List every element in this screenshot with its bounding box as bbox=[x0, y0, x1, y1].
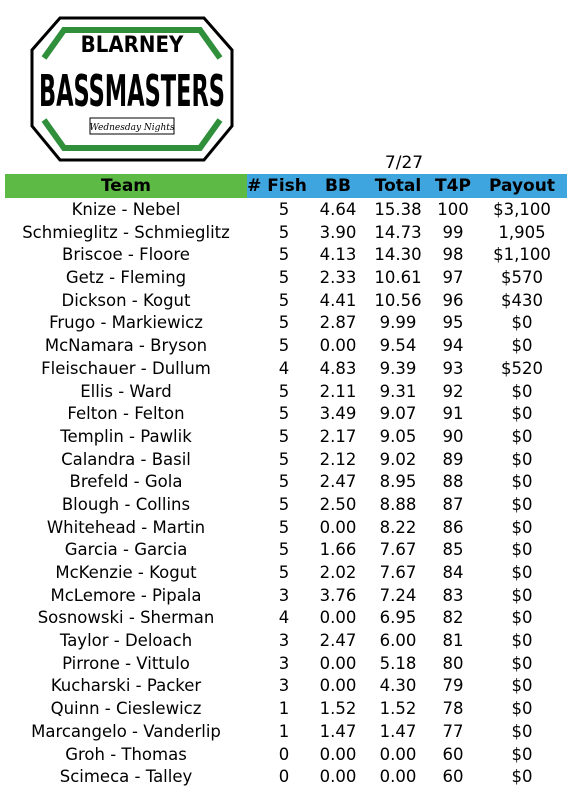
table-row bbox=[5, 267, 567, 290]
big-bass-cell: 0.00 bbox=[319, 767, 357, 787]
total-weight-cell: 10.56 bbox=[374, 290, 422, 310]
fish-count-cell: 0 bbox=[278, 744, 290, 764]
team-cell: Sosnowski - Sherman bbox=[37, 608, 215, 628]
total-weight-cell: 14.30 bbox=[374, 245, 422, 265]
fish-count-cell: 5 bbox=[278, 268, 290, 288]
team-cell: Felton - Felton bbox=[67, 404, 185, 424]
team-cell: Fleischauer - Dullum bbox=[41, 358, 211, 378]
total-weight-cell: 8.88 bbox=[379, 494, 417, 514]
t4p-points-cell: 90 bbox=[442, 426, 464, 446]
team-cell: Scimeca - Talley bbox=[59, 767, 193, 787]
payout-cell: $0 bbox=[511, 336, 533, 356]
total-weight-cell: 7.67 bbox=[379, 563, 417, 582]
team-cell: Taylor - Deloach bbox=[59, 631, 193, 651]
t4p-points-cell: 88 bbox=[442, 472, 464, 492]
table-row bbox=[5, 744, 567, 767]
team-cell: Knize - Nebel bbox=[71, 200, 181, 219]
fish-count-cell: 5 bbox=[278, 472, 290, 492]
logo-line2: BASSMASTERS bbox=[39, 66, 225, 117]
table-row bbox=[5, 449, 567, 472]
team-cell: Blough - Collins bbox=[61, 494, 191, 514]
payout-cell: $0 bbox=[511, 744, 533, 764]
t4p-points-cell: 91 bbox=[442, 404, 464, 424]
team-cell: Ellis - Ward bbox=[80, 381, 172, 401]
t4p-points-cell: 84 bbox=[442, 563, 464, 582]
fish-count-cell: 3 bbox=[278, 653, 290, 673]
total-weight-cell: 7.67 bbox=[379, 540, 417, 560]
team-cell: McLemore - Pipala bbox=[50, 585, 202, 605]
t4p-points-cell: 100 bbox=[437, 200, 469, 219]
payout-cell: $0 bbox=[511, 676, 533, 696]
header-bb: BB bbox=[325, 176, 351, 196]
team-cell: Briscoe - Floore bbox=[62, 245, 190, 265]
team-cell: Garcia - Garcia bbox=[64, 540, 188, 560]
big-bass-cell: 4.41 bbox=[319, 290, 357, 310]
team-cell: Whitehead - Martin bbox=[46, 517, 206, 537]
big-bass-cell: 2.87 bbox=[319, 313, 357, 333]
table-row bbox=[5, 471, 567, 494]
fish-count-cell: 1 bbox=[278, 721, 290, 741]
table-row bbox=[5, 653, 567, 676]
table-row bbox=[5, 426, 567, 449]
t4p-points-cell: 87 bbox=[442, 494, 464, 514]
payout-cell: $0 bbox=[511, 767, 533, 787]
total-weight-cell: 6.95 bbox=[379, 608, 417, 628]
big-bass-cell: 2.02 bbox=[319, 563, 357, 582]
fish-count-cell: 5 bbox=[278, 563, 290, 582]
t4p-points-cell: 80 bbox=[442, 653, 464, 673]
t4p-points-cell: 83 bbox=[442, 585, 464, 605]
payout-cell: $0 bbox=[511, 313, 533, 333]
total-weight-cell: 15.38 bbox=[374, 200, 422, 219]
team-cell: Getz - Fleming bbox=[65, 268, 187, 288]
big-bass-cell: 4.13 bbox=[319, 245, 357, 265]
t4p-points-cell: 92 bbox=[442, 381, 464, 401]
table-row bbox=[5, 766, 567, 789]
event-date: 7/27 bbox=[384, 153, 424, 173]
table-row bbox=[5, 312, 567, 335]
blarney-bassmasters-logo bbox=[30, 14, 234, 164]
t4p-points-cell: 82 bbox=[442, 608, 464, 628]
big-bass-cell: 4.83 bbox=[319, 358, 357, 378]
team-cell: Pirrone - Vittulo bbox=[62, 653, 190, 673]
table-row bbox=[5, 517, 567, 540]
t4p-points-cell: 98 bbox=[442, 245, 464, 265]
t4p-points-cell: 99 bbox=[442, 222, 464, 242]
table-row bbox=[5, 721, 567, 744]
t4p-points-cell: 95 bbox=[442, 313, 464, 333]
t4p-points-cell: 60 bbox=[442, 744, 464, 764]
team-cell: Frugo - Markiewicz bbox=[49, 313, 203, 333]
payout-cell: $0 bbox=[511, 631, 533, 651]
big-bass-cell: 0.00 bbox=[319, 336, 357, 356]
big-bass-cell: 1.47 bbox=[319, 721, 357, 741]
payout-cell: $570 bbox=[501, 268, 543, 288]
total-weight-cell: 9.02 bbox=[379, 449, 417, 469]
t4p-points-cell: 86 bbox=[442, 517, 464, 537]
team-cell: Templin - Pawlik bbox=[60, 426, 192, 446]
table-row bbox=[5, 222, 567, 245]
payout-cell: 1,905 bbox=[498, 222, 546, 242]
total-weight-cell: 8.95 bbox=[379, 472, 417, 492]
total-weight-cell: 4.30 bbox=[379, 676, 417, 696]
payout-cell: $0 bbox=[511, 699, 533, 719]
fish-count-cell: 5 bbox=[278, 426, 290, 446]
big-bass-cell: 3.76 bbox=[319, 585, 357, 605]
payout-cell: $0 bbox=[511, 517, 533, 537]
total-weight-cell: 1.47 bbox=[379, 721, 417, 741]
total-weight-cell: 14.73 bbox=[374, 222, 422, 242]
header-total: Total bbox=[374, 176, 422, 196]
table-row bbox=[5, 562, 567, 585]
big-bass-cell: 0.00 bbox=[319, 676, 357, 696]
fish-count-cell: 3 bbox=[278, 631, 290, 651]
fish-count-cell: 5 bbox=[278, 222, 290, 242]
big-bass-cell: 3.90 bbox=[319, 222, 357, 242]
big-bass-cell: 2.33 bbox=[319, 268, 357, 288]
big-bass-cell: 2.47 bbox=[319, 472, 357, 492]
total-weight-cell: 8.22 bbox=[379, 517, 417, 537]
total-weight-cell: 7.24 bbox=[379, 585, 417, 605]
total-weight-cell: 9.05 bbox=[379, 426, 417, 446]
fish-count-cell: 5 bbox=[278, 313, 290, 333]
fish-count-cell: 5 bbox=[278, 449, 290, 469]
big-bass-cell: 0.00 bbox=[319, 653, 357, 673]
team-cell: Quinn - Cieslewicz bbox=[50, 699, 202, 719]
big-bass-cell: 2.12 bbox=[319, 449, 357, 469]
table-row bbox=[5, 494, 567, 517]
payout-cell: $0 bbox=[511, 608, 533, 628]
fish-count-cell: 5 bbox=[278, 540, 290, 560]
table-row bbox=[5, 358, 567, 381]
total-weight-cell: 9.39 bbox=[379, 358, 417, 378]
total-weight-cell: 9.54 bbox=[379, 336, 417, 356]
header-fish: # Fish bbox=[247, 176, 307, 196]
team-cell: Kucharski - Packer bbox=[50, 676, 202, 696]
total-weight-cell: 1.52 bbox=[379, 699, 417, 719]
total-weight-cell: 0.00 bbox=[379, 767, 417, 787]
payout-cell: $0 bbox=[511, 404, 533, 424]
payout-cell: $0 bbox=[511, 472, 533, 492]
total-weight-cell: 6.00 bbox=[379, 631, 417, 651]
t4p-points-cell: 94 bbox=[442, 336, 464, 356]
fish-count-cell: 1 bbox=[278, 699, 290, 719]
team-cell: McKenzie - Kogut bbox=[55, 563, 197, 582]
fish-count-cell: 5 bbox=[278, 245, 290, 265]
team-cell: Brefeld - Gola bbox=[69, 472, 183, 492]
payout-cell: $0 bbox=[511, 426, 533, 446]
t4p-points-cell: 85 bbox=[442, 540, 464, 560]
table-row bbox=[5, 675, 567, 698]
fish-count-cell: 3 bbox=[278, 585, 290, 605]
t4p-points-cell: 60 bbox=[442, 767, 464, 787]
payout-cell: $0 bbox=[511, 585, 533, 605]
big-bass-cell: 1.66 bbox=[319, 540, 357, 560]
t4p-points-cell: 81 bbox=[442, 631, 464, 651]
logo-tagline: Wednesday Nights bbox=[89, 123, 175, 133]
header-team: Team bbox=[5, 174, 247, 198]
total-weight-cell: 5.18 bbox=[379, 653, 417, 673]
fish-count-cell: 5 bbox=[278, 381, 290, 401]
header-payout: Payout bbox=[489, 176, 555, 196]
payout-cell: $0 bbox=[511, 381, 533, 401]
payout-cell: $1,100 bbox=[493, 245, 551, 265]
table-row bbox=[5, 585, 567, 608]
table-row bbox=[5, 698, 567, 721]
big-bass-cell: 2.47 bbox=[319, 631, 357, 651]
table-row bbox=[5, 335, 567, 358]
t4p-points-cell: 93 bbox=[442, 358, 464, 378]
team-cell: Calandra - Basil bbox=[61, 449, 191, 469]
table-row bbox=[5, 244, 567, 267]
payout-cell: $0 bbox=[511, 563, 533, 582]
fish-count-cell: 5 bbox=[278, 517, 290, 537]
big-bass-cell: 2.17 bbox=[319, 426, 357, 446]
team-cell: Groh - Thomas bbox=[65, 744, 187, 764]
fish-count-cell: 0 bbox=[278, 767, 290, 787]
total-weight-cell: 0.00 bbox=[379, 744, 417, 764]
team-cell: Schmieglitz - Schmieglitz bbox=[22, 222, 230, 242]
total-weight-cell: 9.07 bbox=[379, 404, 417, 424]
payout-cell: $0 bbox=[511, 449, 533, 469]
t4p-points-cell: 89 bbox=[442, 449, 464, 469]
results-table bbox=[5, 199, 567, 789]
payout-cell: $520 bbox=[501, 358, 543, 378]
big-bass-cell: 2.11 bbox=[319, 381, 357, 401]
payout-cell: $3,100 bbox=[493, 200, 551, 219]
payout-cell: $430 bbox=[501, 290, 543, 310]
table-header bbox=[5, 174, 567, 198]
total-weight-cell: 10.61 bbox=[374, 268, 422, 288]
table-row bbox=[5, 539, 567, 562]
logo-line1: BLARNEY bbox=[80, 33, 184, 58]
fish-count-cell: 5 bbox=[278, 200, 290, 219]
payout-cell: $0 bbox=[511, 721, 533, 741]
fish-count-cell: 3 bbox=[278, 676, 290, 696]
payout-cell: $0 bbox=[511, 494, 533, 514]
big-bass-cell: 1.52 bbox=[319, 699, 357, 719]
table-row bbox=[5, 381, 567, 404]
fish-count-cell: 5 bbox=[278, 404, 290, 424]
fish-count-cell: 4 bbox=[278, 608, 290, 628]
t4p-points-cell: 77 bbox=[442, 721, 464, 741]
total-weight-cell: 9.31 bbox=[379, 381, 417, 401]
table-row bbox=[5, 199, 567, 222]
total-weight-cell: 9.99 bbox=[379, 313, 417, 333]
t4p-points-cell: 79 bbox=[442, 676, 464, 696]
table-row bbox=[5, 290, 567, 313]
big-bass-cell: 4.64 bbox=[319, 200, 357, 219]
table-row bbox=[5, 403, 567, 426]
payout-cell: $0 bbox=[511, 653, 533, 673]
header-t4p: T4P bbox=[435, 176, 471, 196]
fish-count-cell: 5 bbox=[278, 336, 290, 356]
fish-count-cell: 5 bbox=[278, 494, 290, 514]
table-row bbox=[5, 607, 567, 630]
t4p-points-cell: 78 bbox=[442, 699, 464, 719]
fish-count-cell: 4 bbox=[278, 358, 290, 378]
t4p-points-cell: 97 bbox=[442, 268, 464, 288]
team-cell: Dickson - Kogut bbox=[61, 290, 191, 310]
fish-count-cell: 5 bbox=[278, 290, 290, 310]
team-cell: McNamara - Bryson bbox=[44, 336, 208, 356]
payout-cell: $0 bbox=[511, 540, 533, 560]
big-bass-cell: 2.50 bbox=[319, 494, 357, 514]
big-bass-cell: 0.00 bbox=[319, 608, 357, 628]
big-bass-cell: 3.49 bbox=[319, 404, 357, 424]
big-bass-cell: 0.00 bbox=[319, 517, 357, 537]
t4p-points-cell: 96 bbox=[442, 290, 464, 310]
big-bass-cell: 0.00 bbox=[319, 744, 357, 764]
team-cell: Marcangelo - Vanderlip bbox=[31, 721, 221, 741]
table-row bbox=[5, 630, 567, 653]
